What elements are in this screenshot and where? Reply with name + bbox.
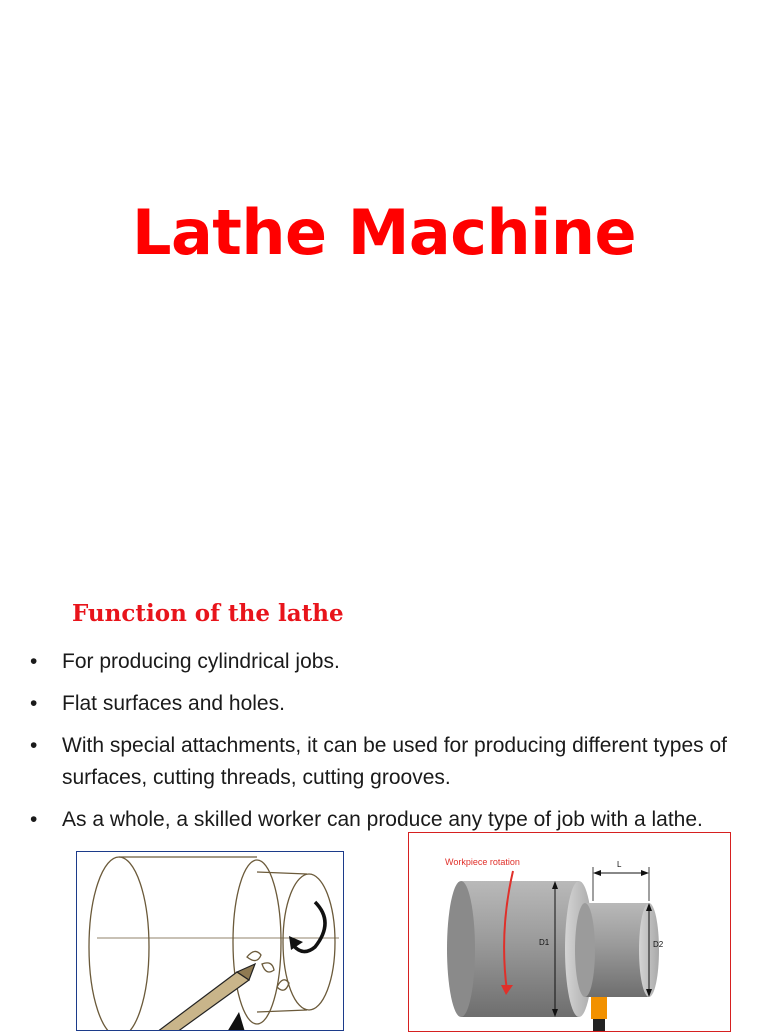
- bullet-text: With special attachments, it can be used for producing different types of surfaces, cutting threads, cutting grooves.: [62, 734, 727, 789]
- bullet-text: As a whole, a skilled worker can produce any type of job with a lathe.: [62, 808, 703, 831]
- workpiece-diagram: [409, 833, 731, 1032]
- d1-label: D1: [539, 938, 550, 947]
- workpiece-diagram-figure: [408, 832, 731, 1032]
- list-item: [30, 730, 730, 794]
- d2-label: D2: [653, 940, 664, 949]
- list-item: [30, 688, 730, 720]
- list-item: [30, 646, 730, 678]
- bullet-list: [30, 646, 730, 846]
- section-heading: Function of the lathe: [72, 600, 344, 627]
- lathe-sketch-illustration: [77, 852, 344, 1031]
- bullet-text: Flat surfaces and holes.: [62, 692, 285, 715]
- slide-title: Lathe Machine: [131, 196, 637, 269]
- length-label: L: [617, 860, 622, 869]
- content-slide: [0, 560, 768, 1024]
- bullet-icon: •: [30, 650, 38, 673]
- rotation-label: Workpiece rotation: [445, 857, 520, 867]
- bullet-text: For producing cylindrical jobs.: [62, 650, 340, 673]
- bullet-icon: •: [30, 808, 38, 831]
- bullet-icon: •: [30, 734, 38, 757]
- lathe-sketch-figure: [76, 851, 344, 1031]
- bullet-icon: •: [30, 692, 38, 715]
